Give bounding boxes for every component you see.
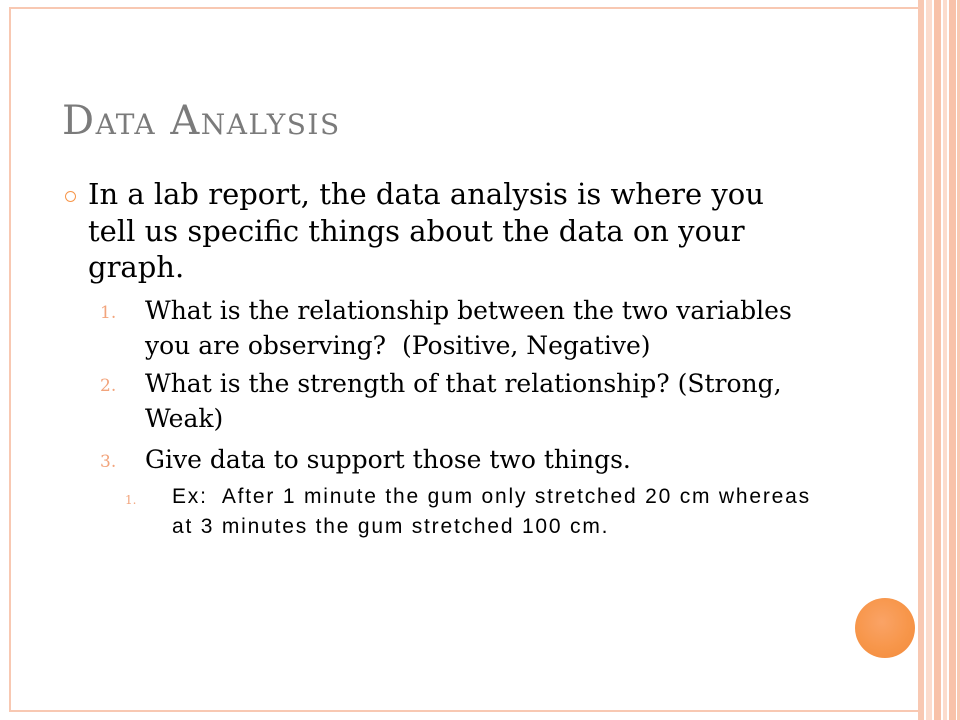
- item-line: you are observing? (Positive, Negative): [145, 331, 651, 360]
- item-number: 2.: [100, 376, 117, 396]
- item-line: What is the relationship between the two variables: [145, 296, 792, 325]
- item-text: [145, 442, 631, 477]
- item-line: Give data to support those two things.: [145, 445, 631, 474]
- bullet-line: graph.: [88, 250, 185, 284]
- numbered-item: [100, 366, 782, 436]
- item-line: Weak): [145, 404, 224, 433]
- decorative-stripes: [918, 0, 960, 720]
- numbered-item: [100, 442, 631, 477]
- bullet-paragraph: [88, 176, 764, 286]
- subitem-number: 1.: [125, 493, 137, 507]
- item-line: What is the strength of that relationship? (Strong,: [145, 369, 782, 398]
- subitem-line: Ex: After 1 minute the gum only stretched 20 cm whereas: [172, 485, 811, 508]
- bullet-line: In a lab report, the data analysis is where you: [88, 177, 764, 211]
- decorative-orange-circle: [855, 598, 915, 658]
- numbered-subitem: [125, 482, 811, 542]
- item-text: [145, 293, 792, 363]
- item-text: [145, 366, 782, 436]
- item-number: 3.: [100, 452, 117, 472]
- bullet-line: tell us specific things about the data on your: [88, 213, 745, 248]
- hollow-circle-bullet-icon: [65, 191, 76, 202]
- numbered-item: [100, 293, 792, 363]
- item-number: 1.: [100, 303, 117, 323]
- subitem-line: at 3 minutes the gum stretched 100 cm.: [172, 515, 610, 538]
- slide-title: Data Analysis: [62, 98, 341, 144]
- subitem-text: [172, 482, 811, 542]
